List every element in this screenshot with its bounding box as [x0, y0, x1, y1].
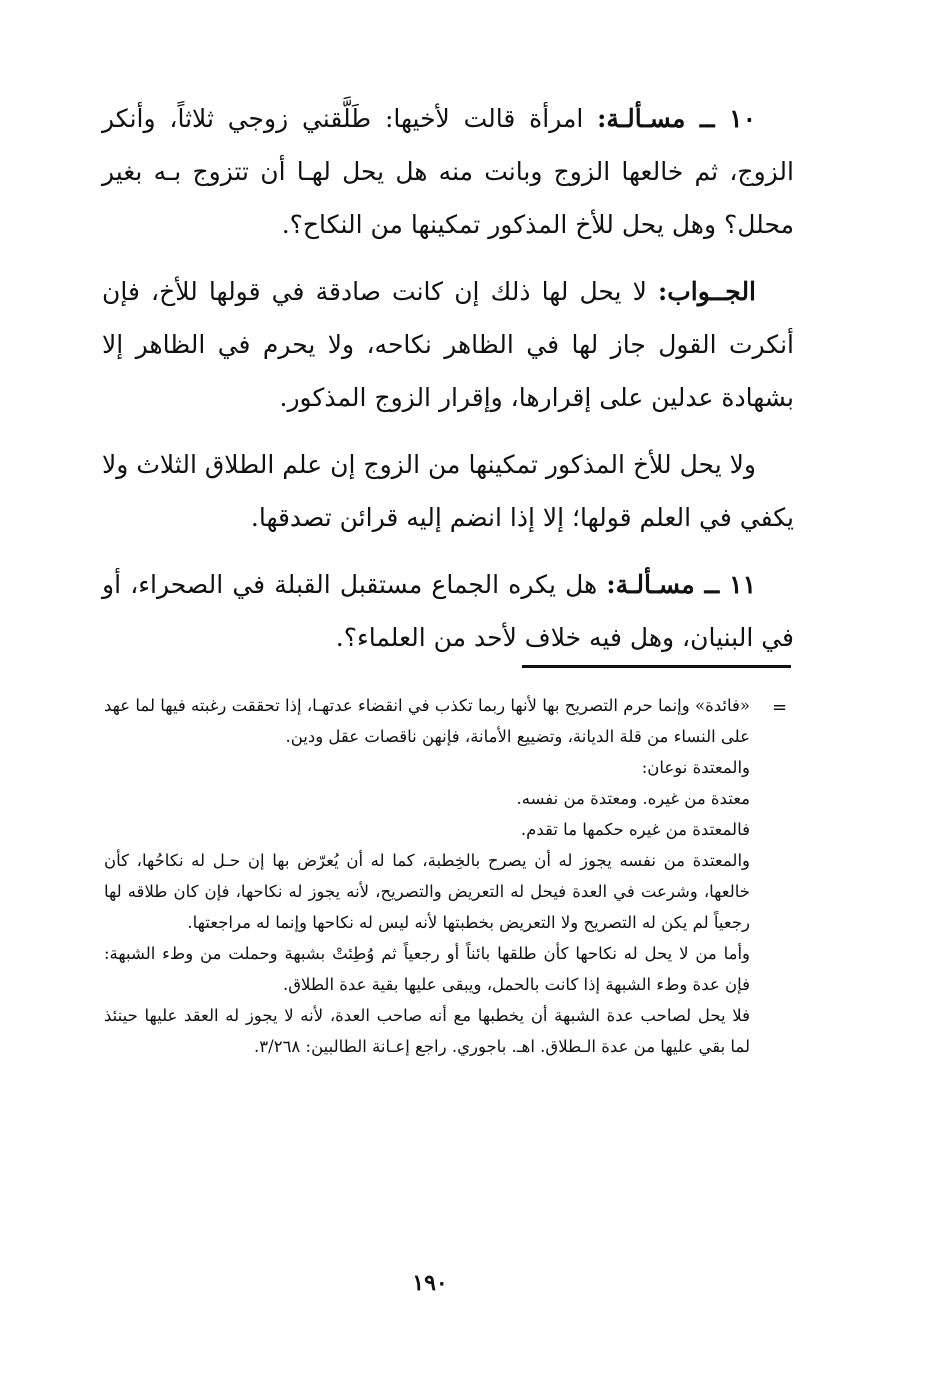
footnote-line: وأما من لا يحل له نكاحها كأن طلقها بائناً أو رجعياً ثم وُطِئتْ بشبهة وحملت من وطء الشبهة: فإن عدة وطء الشبهة إذا كانت بالحمل، ويبقى عليها بقية عدة الطلاق. — [104, 944, 750, 994]
footnote-line: والمعتدة من نفسه يجوز له أن يصرح بالخِطبة، كما له أن يُعرّض بها إن حـل له نكاحُها، كأن خالعها، وشرعت في العدة فيحل له التعريض والتصريح، لأنه يجوز له نكاحها، فإن كان طلاقه لها رجعياً لم يكن له التصريح ولا التعريض بخطبتها لأنه ليس له نكاحها وإنما له مراجعتها. — [104, 851, 750, 932]
main-text — [102, 92, 794, 678]
question-10-text: امرأة قالت لأخيها: طَلَّقني زوجي ثلاثاً، وأنكر الزوج، ثم خالعها الزوج وبانت منه هل يحل لهـا أن تتزوج بـه بغير محلل؟ وهل يحل للأخ المذكور تمكينها من النكاح؟. — [102, 104, 794, 239]
question-11 — [102, 558, 794, 664]
footnote-line: فالمعتدة من غيره حكمها ما تقدم. — [520, 820, 750, 839]
footnote-continuation-marker: = — [772, 697, 788, 718]
paragraph-3: ولا يحل للأخ المذكور تمكينها من الزوج إن علم الطلاق الثلاث ولا يكفي في العلم قولها؛ إلا إذا انضم إليه قرائن تصدقها. — [102, 450, 794, 532]
question-10-lead: ١٠ ــ مسـألـة: — [597, 104, 756, 133]
footnote-line: معتدة من غيره. ومعتدة من نفسه. — [516, 789, 750, 808]
answer-text: لا يحل لها ذلك إن كانت صادقة في قولها للأخ، فإن أنكرت القول جاز لها في الظاهر نكاحه، ولا يحرم في الظاهر إلا بشهادة عدلين على إقرارها، وإقرار الزوج المذكور. — [102, 277, 794, 412]
question-11-text: هل يكره الجماع مستقبل القبلة في الصحراء، أو في البنيان، وهل فيه خلاف لأحد من العلماء؟. — [102, 570, 794, 652]
footnote — [104, 690, 750, 1062]
answer-lead: الجــواب: — [658, 277, 757, 306]
question-11-lead: ١١ ــ مسـألـة: — [606, 570, 757, 599]
page-number: ١٩٠ — [412, 1270, 448, 1296]
footnote-line: والمعتدة نوعان: — [641, 758, 750, 777]
answer — [102, 265, 794, 424]
question-10 — [102, 92, 794, 251]
footnote-line: «فائدة» وإنما حرم التصريح بها لأنها ربما تكذب في انقضاء عدتهـا، إذا تحققت رغبته فيها لما عهد على النساء من قلة الديانة، وتضييع الأمانة، فإنهن ناقصات عقل ودين. — [104, 696, 750, 746]
footnote-divider — [522, 665, 791, 668]
footnote-line: فلا يحل لصاحب عدة الشبهة أن يخطبها مع أنه صاحب العدة، لأنه لا يجوز له العقد عليها حينئذ لما بقي عليها من عدة الـطلاق. اهـ. باجوري. راجع إعـانة الطالبين: ٣/٢٦٨. — [104, 1006, 750, 1056]
